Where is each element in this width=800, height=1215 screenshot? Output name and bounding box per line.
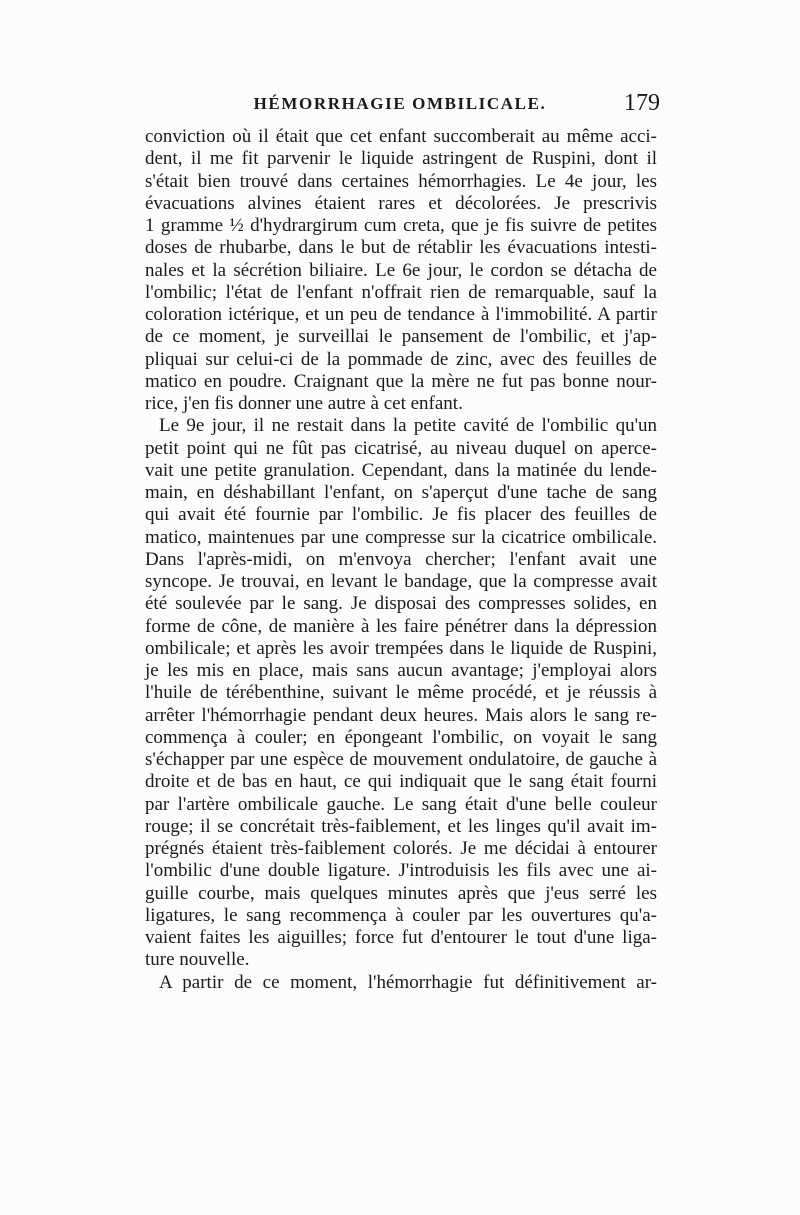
text-line: vaient faites les aiguilles; force fut d'entourer le tout d'une liga- [145, 927, 657, 948]
text-line: conviction où il était que cet enfant succomberait au même acci- [145, 126, 657, 147]
text-line: matico, maintenues par une compresse sur la cicatrice ombilicale. [145, 526, 657, 548]
text-line: s'était bien trouvé dans certaines hémorrhagies. Le 4e jour, les [145, 170, 657, 192]
text-line: dent, il me fit parvenir le liquide astringent de Ruspini, dont il [145, 148, 657, 170]
text-line: évacuations alvines étaient rares et décolorées. Je prescrivis [145, 192, 657, 214]
text-line: vait une petite granulation. Cependant, dans la matinée du lende- [145, 459, 657, 481]
text-line: Dans l'après-midi, on m'envoya chercher; l'enfant avait une [145, 548, 657, 570]
text-line: l'huile de térébenthine, suivant le même procédé, et je réussis à [145, 682, 657, 704]
text-line: main, en déshabillant l'enfant, on s'aperçut d'une tache de sang [145, 482, 657, 503]
text-line: forme de cône, de manière à les faire pénétrer dans la dépression [145, 615, 657, 637]
text-line: par l'artère ombilicale gauche. Le sang était d'une belle couleur [145, 793, 657, 815]
text-line: petit point qui ne fût pas cicatrisé, au niveau duquel on aperce- [145, 437, 657, 459]
text-line: doses de rhubarbe, dans le but de rétablir les évacuations intesti- [145, 237, 657, 259]
paragraph-first-line: A partir de ce moment, l'hémorrhagie fut définitivement ar- [159, 971, 657, 993]
text-line: guille courbe, mais quelques minutes après que j'eus serré les [145, 882, 657, 904]
paragraph-first-line: Le 9e jour, il ne restait dans la petite cavité de l'ombilic qu'un [159, 415, 657, 437]
text-line: été soulevée par le sang. Je disposai des compresses solides, en [145, 593, 657, 615]
text-line: matico en poudre. Craignant que la mère ne fut pas bonne nour- [145, 370, 657, 392]
text-line: s'échapper par une espèce de mouvement ondulatoire, de gauche à [145, 749, 657, 770]
body-text [145, 126, 657, 994]
text-line: l'ombilic d'une double ligature. J'introduisis les fils avec une ai- [145, 860, 657, 882]
running-head: HÉMORRHAGIE OMBILICALE. [253, 94, 547, 113]
text-line: prégnés étaient très-faiblement colorés. Je me décidai à entourer [145, 838, 657, 859]
text-line: qui avait été fournie par l'ombilic. Je fis placer des feuilles de [145, 504, 657, 526]
text-line: droite et de bas en haut, ce qui indiquait que le sang était fourni [145, 771, 657, 793]
text-line: je les mis en place, mais sans aucun avantage; j'employai alors [145, 660, 657, 681]
text-line: 1 gramme ½ d'hydrargirum cum creta, que je fis suivre de petites [145, 215, 657, 236]
text-line: ligatures, le sang recommença à couler par les ouvertures qu'a- [145, 904, 657, 926]
text-line: nales et la sécrétion biliaire. Le 6e jour, le cordon se détacha de [145, 259, 657, 281]
text-line: ombilicale; et après les avoir trempées dans le liquide de Ruspini, [145, 637, 657, 659]
text-line: arrêter l'hémorrhagie pendant deux heures. Mais alors le sang re- [145, 704, 657, 726]
text-line: rouge; il se concrétait très-faiblement, et les linges qu'il avait im- [145, 815, 657, 837]
text-line: pliquai sur celui-ci de la pommade de zinc, avec des feuilles de [145, 348, 657, 370]
text-line: commença à couler; en épongeant l'ombilic, on voyait le sang [145, 726, 657, 748]
text-line: l'ombilic; l'état de l'enfant n'offrait rien de remarquable, sauf la [145, 281, 657, 303]
page-header [140, 90, 660, 122]
paragraph-last-line: ture nouvelle. [145, 949, 250, 971]
text-line: syncope. Je trouvai, en levant le bandage, que la compresse avait [145, 571, 657, 592]
text-line: coloration ictérique, et un peu de tendance à l'immobilité. A partir [145, 304, 657, 325]
page-number: 179 [624, 90, 660, 116]
paragraph-last-line: rice, j'en fis donner une autre à cet enfant. [145, 393, 463, 414]
text-line: de ce moment, je surveillai le pansement de l'ombilic, et j'ap- [145, 326, 657, 348]
